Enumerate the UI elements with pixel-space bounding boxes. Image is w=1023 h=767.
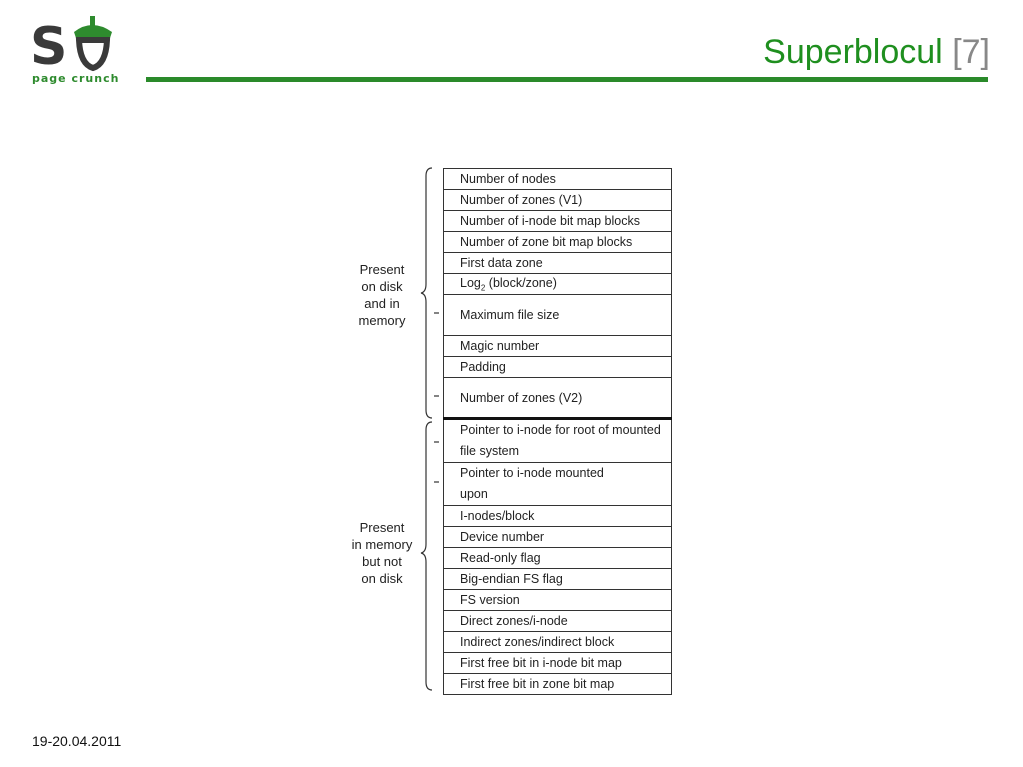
field-row bbox=[444, 590, 672, 611]
field-cell-log: Log$_2$ (block/zone) bbox=[444, 274, 672, 295]
title-text: Superblocul bbox=[763, 33, 943, 71]
field-row bbox=[444, 419, 672, 463]
field-cell: Number of zones (V1) bbox=[444, 190, 672, 211]
group-braces bbox=[420, 166, 444, 696]
field-cell: Padding bbox=[444, 357, 672, 378]
field-row bbox=[444, 653, 672, 674]
field-cell: I-nodes/block bbox=[444, 506, 672, 527]
field-cell: FS version bbox=[444, 590, 672, 611]
field-row bbox=[444, 190, 672, 211]
field-row bbox=[444, 569, 672, 590]
field-row bbox=[444, 632, 672, 653]
field-row bbox=[444, 274, 672, 295]
field-row bbox=[444, 548, 672, 569]
field-cell: Number of zones (V2) bbox=[444, 378, 672, 419]
field-cell: Magic number bbox=[444, 336, 672, 357]
field-row bbox=[444, 527, 672, 548]
field-cell: Pointer to i-node mounted upon bbox=[444, 463, 672, 506]
field-row bbox=[444, 232, 672, 253]
field-row bbox=[444, 674, 672, 695]
field-row bbox=[444, 463, 672, 506]
logo-text: page crunch bbox=[32, 72, 120, 85]
field-row bbox=[444, 336, 672, 357]
field-cell: Direct zones/i-node bbox=[444, 611, 672, 632]
field-row bbox=[444, 211, 672, 232]
superblock-field-table bbox=[443, 168, 672, 695]
field-cell: Read-only flag bbox=[444, 548, 672, 569]
field-cell: Number of zone bit map blocks bbox=[444, 232, 672, 253]
field-row bbox=[444, 295, 672, 336]
field-row bbox=[444, 169, 672, 190]
field-cell: Big-endian FS flag bbox=[444, 569, 672, 590]
field-row bbox=[444, 253, 672, 274]
field-cell: First free bit in i-node bit map bbox=[444, 653, 672, 674]
field-row bbox=[444, 378, 672, 419]
group-label-disk-and-memory: Present on disk and in memory bbox=[358, 262, 406, 328]
field-cell: Pointer to i-node for root of mounted file system bbox=[444, 419, 672, 463]
field-cell: First data zone bbox=[444, 253, 672, 274]
footer-date: 19-20.04.2011 bbox=[32, 733, 122, 749]
field-row bbox=[444, 506, 672, 527]
field-cell: Number of nodes bbox=[444, 169, 672, 190]
field-row bbox=[444, 357, 672, 378]
svg-text:S: S bbox=[30, 17, 68, 74]
field-cell: First free bit in zone bit map bbox=[444, 674, 672, 695]
field-cell: Device number bbox=[444, 527, 672, 548]
field-row bbox=[444, 611, 672, 632]
group-label-memory-only: Present in memory but not on disk bbox=[351, 520, 413, 586]
field-cell: Indirect zones/indirect block bbox=[444, 632, 672, 653]
slide-number: [7] bbox=[952, 33, 990, 71]
field-cell: Maximum file size bbox=[444, 295, 672, 336]
field-cell: Number of i-node bit map blocks bbox=[444, 211, 672, 232]
